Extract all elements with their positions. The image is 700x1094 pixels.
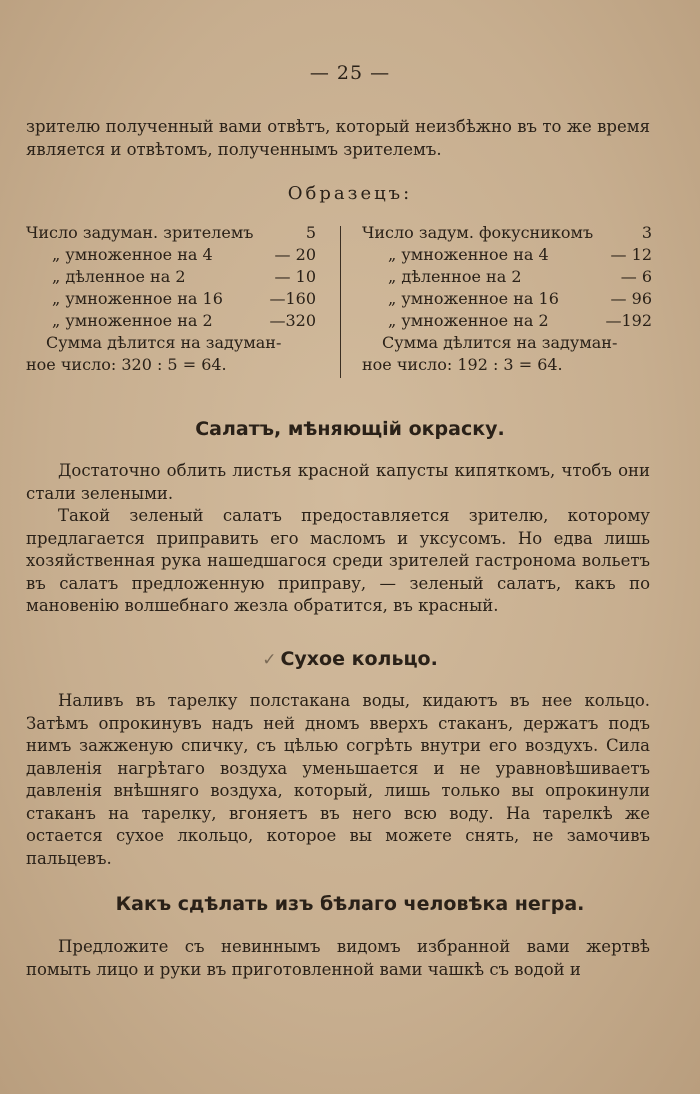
sum-line: Сумма дѣлится на задуман-: [382, 333, 618, 352]
sample-row: [26, 266, 316, 288]
section-heading-wrap: [0, 648, 700, 670]
row-value: —320: [269, 311, 316, 330]
row-value: — 12: [610, 245, 652, 264]
column-divider: [340, 226, 341, 378]
sum-line: ное число: 320 : 5 = 64.: [26, 355, 227, 374]
row-value: —192: [605, 311, 652, 330]
sample-row: [362, 222, 652, 244]
intro-paragraph: зрителю полученный вами отвѣтъ, который неизбѣжно въ то же время является и отвѣтомъ, полученнымъ зрителемъ.: [26, 117, 650, 159]
sample-row: [26, 244, 316, 266]
sample-row: [26, 222, 316, 244]
section-paragraph: Такой зеленый салатъ предоставляется зрителю, которому предлагается приправить его масломъ и уксусомъ. Но едва лишь хозяйственная рука нашедшагося среди зрителей гастронома вольетъ въ салатъ предложенную приправу, — зеленый салатъ, какъ по мановенію волшебнаго жезла обратится, въ красный.: [26, 506, 650, 615]
sample-title: Образецъ:: [287, 183, 413, 204]
row-value: — 6: [620, 267, 652, 286]
sample-row: [26, 288, 316, 310]
section-paragraph: Наливъ въ тарелку полстакана воды, кидаютъ въ нее кольцо. Затѣмъ опрокинувъ надъ ней дномъ вверхъ стаканъ, держатъ подъ нимъ зажженую спичку, съ цѣлью согрѣть внутри его воздухъ. Сила давленія нагрѣтаго воздуха уменьшается и не уравновѣшиваетъ давленія внѣшняго воздуха, который, лишь только вы опрокинули стаканъ на тарелку, вгоняетъ въ него всю воду. На тарелкѣ же остается сухое лкольцо, которое вы можете снять, не замочивъ пальцевъ.: [26, 691, 650, 868]
row-label: „ дѣленное на 2: [388, 267, 522, 286]
row-label: „ умноженное на 4: [388, 245, 549, 264]
section-heading: Сухое кольцо.: [280, 648, 438, 670]
row-label: „ умноженное на 16: [52, 289, 223, 308]
row-value: — 20: [274, 245, 316, 264]
row-value: 3: [641, 223, 652, 242]
checkmark-icon: ✓: [262, 650, 277, 670]
sample-row: [26, 310, 316, 332]
sample-right-column: [362, 222, 652, 376]
row-label: „ умноженное на 4: [52, 245, 213, 264]
sum-line: ное число: 192 : 3 = 64.: [362, 355, 563, 374]
row-label: Число задуман. зрителемъ: [26, 223, 254, 242]
section-heading: Какъ сдѣлать изъ бѣлаго человѣка негра.: [115, 893, 585, 915]
row-label: „ дѣленное на 2: [52, 267, 186, 286]
row-value: — 96: [610, 289, 652, 308]
sum-line: Сумма дѣлится на задуман-: [46, 333, 282, 352]
page-number: — 25 —: [309, 62, 391, 84]
row-value: 5: [305, 223, 316, 242]
row-label: „ умноженное на 16: [388, 289, 559, 308]
row-value: —160: [269, 289, 316, 308]
sample-left-column: [26, 222, 316, 376]
row-value: — 10: [274, 267, 316, 286]
row-label: „ умноженное на 2: [388, 311, 549, 330]
sample-row: [362, 266, 652, 288]
sample-row: [362, 244, 652, 266]
row-label: Число задум. фокусникомъ: [362, 223, 594, 242]
section-heading: Салатъ, мѣняющій окраску.: [195, 418, 505, 440]
section-paragraph: Достаточно облить листья красной капусты кипяткомъ, чтобъ они стали зелеными.: [26, 461, 650, 503]
row-label: „ умноженное на 2: [52, 311, 213, 330]
sample-row: [362, 310, 652, 332]
section-paragraph: Предложите съ невиннымъ видомъ избранной вами жертвѣ помыть лицо и руки въ приготовленной вами чашкѣ съ водой и: [26, 937, 650, 979]
sample-row: [362, 288, 652, 310]
